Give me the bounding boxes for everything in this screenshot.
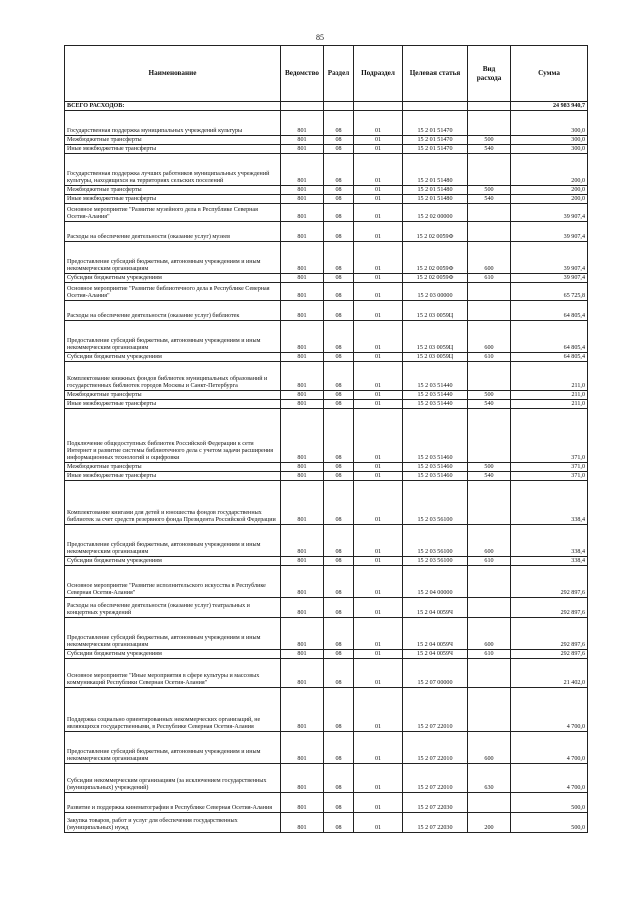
row-podrazdel: 01: [354, 688, 403, 732]
table-row: [65, 813, 588, 833]
row-celevaya-statya: 15 2 03 0059Ц: [403, 301, 468, 321]
row-razdel: 08: [324, 301, 354, 321]
row-vid-rashoda: 600: [468, 732, 511, 764]
table-row: [65, 618, 588, 650]
row-razdel: 08: [324, 481, 354, 525]
row-podrazdel: 01: [354, 650, 403, 659]
row-celevaya-statya: 15 2 03 51440: [403, 362, 468, 391]
row-summa: 338,4: [511, 557, 588, 566]
row-celevaya-statya: 15 2 03 56100: [403, 557, 468, 566]
row-vid-rashoda: 610: [468, 650, 511, 659]
row-podrazdel: 01: [354, 283, 403, 301]
row-razdel: 08: [324, 154, 354, 186]
row-podrazdel: 01: [354, 409, 403, 463]
row-summa: 211,0: [511, 391, 588, 400]
table-row: [65, 353, 588, 362]
row-summa: 500,0: [511, 813, 588, 833]
row-vedomstvo: 801: [281, 463, 324, 472]
row-summa: 39 907,4: [511, 242, 588, 274]
budget-table: [64, 45, 588, 833]
table-row: [65, 204, 588, 222]
row-name: Межбюджетные трансферты: [65, 391, 281, 400]
row-summa: 39 907,4: [511, 222, 588, 242]
row-vedomstvo: 801: [281, 732, 324, 764]
row-vedomstvo: 801: [281, 525, 324, 557]
row-celevaya-statya: 15 2 04 0059Ч: [403, 650, 468, 659]
table-row: [65, 400, 588, 409]
row-razdel: 08: [324, 688, 354, 732]
row-summa: 292 897,6: [511, 566, 588, 598]
row-razdel: 08: [324, 353, 354, 362]
row-celevaya-statya: 15 2 03 51440: [403, 400, 468, 409]
row-celevaya-statya: 15 2 07 00000: [403, 659, 468, 688]
row-summa: 4 700,0: [511, 764, 588, 793]
row-razdel: 08: [324, 659, 354, 688]
table-row: [65, 598, 588, 618]
row-celevaya-statya: 15 2 03 0059Ц: [403, 353, 468, 362]
row-vedomstvo: 801: [281, 362, 324, 391]
row-name: Субсидии бюджетным учреждениям: [65, 274, 281, 283]
row-vid-rashoda: [468, 409, 511, 463]
table-row: [65, 481, 588, 525]
row-podrazdel: 01: [354, 391, 403, 400]
row-vedomstvo: 801: [281, 242, 324, 274]
total-label: ВСЕГО РАСХОДОВ:: [65, 102, 281, 111]
row-summa: 371,0: [511, 463, 588, 472]
row-razdel: 08: [324, 598, 354, 618]
row-vid-rashoda: 500: [468, 136, 511, 145]
row-celevaya-statya: 15 2 02 0059Ф: [403, 274, 468, 283]
header-razdel: Раздел: [324, 46, 354, 102]
row-vedomstvo: 801: [281, 409, 324, 463]
row-podrazdel: 01: [354, 481, 403, 525]
row-summa: 211,0: [511, 400, 588, 409]
total-amount: 24 983 940,7: [511, 102, 588, 111]
row-celevaya-statya: 15 2 07 22010: [403, 732, 468, 764]
row-vid-rashoda: [468, 111, 511, 136]
table-row: [65, 409, 588, 463]
row-name: Иные межбюджетные трансферты: [65, 195, 281, 204]
table-row: [65, 222, 588, 242]
row-celevaya-statya: 15 2 07 22010: [403, 764, 468, 793]
row-name: Подключение общедоступных библиотек Российской Федерации к сети Интернет и развитие системы библиотечного дела с учетом задачи расширения информационных технологий и оцифровки: [65, 409, 281, 463]
row-name: Иные межбюджетные трансферты: [65, 472, 281, 481]
row-summa: 292 897,6: [511, 650, 588, 659]
row-podrazdel: 01: [354, 242, 403, 274]
row-celevaya-statya: 15 2 02 00000: [403, 204, 468, 222]
row-name: Комплектование книгами для детей и юношества фондов государственных библиотек за счет средств резервного фонда Президента Российской Федерации: [65, 481, 281, 525]
row-podrazdel: 01: [354, 362, 403, 391]
row-razdel: 08: [324, 525, 354, 557]
row-celevaya-statya: 15 2 03 56100: [403, 525, 468, 557]
row-vid-rashoda: [468, 481, 511, 525]
row-vid-rashoda: 540: [468, 400, 511, 409]
row-celevaya-statya: 15 2 04 0059Ч: [403, 598, 468, 618]
row-summa: 4 700,0: [511, 732, 588, 764]
row-podrazdel: 01: [354, 732, 403, 764]
row-podrazdel: 01: [354, 566, 403, 598]
table-row: [65, 242, 588, 274]
row-podrazdel: 01: [354, 204, 403, 222]
row-razdel: 08: [324, 222, 354, 242]
row-razdel: 08: [324, 732, 354, 764]
row-celevaya-statya: 15 2 01 51470: [403, 111, 468, 136]
row-razdel: 08: [324, 618, 354, 650]
row-vedomstvo: 801: [281, 222, 324, 242]
row-podrazdel: 01: [354, 598, 403, 618]
row-celevaya-statya: 15 2 03 00000: [403, 283, 468, 301]
row-name: Государственная поддержка муниципальных учреждений культуры: [65, 111, 281, 136]
row-podrazdel: 01: [354, 274, 403, 283]
row-razdel: 08: [324, 409, 354, 463]
row-vid-rashoda: 610: [468, 353, 511, 362]
row-vedomstvo: 801: [281, 793, 324, 813]
table-row: [65, 472, 588, 481]
table-row: [65, 566, 588, 598]
row-razdel: 08: [324, 557, 354, 566]
row-vedomstvo: 801: [281, 321, 324, 353]
row-vedomstvo: 801: [281, 618, 324, 650]
row-razdel: 08: [324, 764, 354, 793]
header-row: [65, 46, 588, 102]
row-vedomstvo: 801: [281, 204, 324, 222]
row-summa: 292 897,6: [511, 618, 588, 650]
header-podrazdel: Подраздел: [354, 46, 403, 102]
row-vedomstvo: 801: [281, 136, 324, 145]
row-celevaya-statya: 15 2 03 51440: [403, 391, 468, 400]
row-vedomstvo: 801: [281, 186, 324, 195]
row-razdel: 08: [324, 400, 354, 409]
row-razdel: 08: [324, 195, 354, 204]
row-vid-rashoda: 200: [468, 813, 511, 833]
row-celevaya-statya: 15 2 04 00000: [403, 566, 468, 598]
row-vedomstvo: 801: [281, 659, 324, 688]
row-summa: 64 805,4: [511, 321, 588, 353]
table-row: [65, 111, 588, 136]
row-podrazdel: 01: [354, 154, 403, 186]
row-celevaya-statya: 15 2 01 51480: [403, 154, 468, 186]
row-celevaya-statya: 15 2 02 0059Ф: [403, 242, 468, 274]
row-summa: 300,0: [511, 136, 588, 145]
row-vedomstvo: 801: [281, 353, 324, 362]
row-vedomstvo: 801: [281, 688, 324, 732]
table-row: [65, 186, 588, 195]
row-vid-rashoda: [468, 793, 511, 813]
row-name: Субсидии бюджетным учреждениям: [65, 557, 281, 566]
row-name: Комплектование книжных фондов библиотек муниципальных образований и государственных библиотек городов Москвы и Санкт-Петербурга: [65, 362, 281, 391]
row-razdel: 08: [324, 242, 354, 274]
row-name: Предоставление субсидий бюджетным, автономным учреждениям и иным некоммерческим организациям: [65, 242, 281, 274]
row-name: Развитие и поддержка кинематографии в Республике Северная Осетия-Алания: [65, 793, 281, 813]
row-name: Субсидии бюджетным учреждениям: [65, 353, 281, 362]
row-vid-rashoda: 540: [468, 472, 511, 481]
table-row: [65, 557, 588, 566]
row-podrazdel: 01: [354, 764, 403, 793]
table-row: [65, 274, 588, 283]
row-name: Иные межбюджетные трансферты: [65, 145, 281, 154]
row-vid-rashoda: 610: [468, 557, 511, 566]
row-name: Расходы на обеспечение деятельности (оказание услуг) библиотек: [65, 301, 281, 321]
row-name: Предоставление субсидий бюджетным, автономным учреждениям и иным некоммерческим организациям: [65, 618, 281, 650]
page-number: 85: [316, 33, 324, 42]
row-summa: 64 805,4: [511, 353, 588, 362]
header-vid-rashoda: Вид расхода: [468, 46, 511, 102]
row-summa: 211,0: [511, 362, 588, 391]
row-name: Предоставление субсидий бюджетным, автономным учреждениям и иным некоммерческим организациям: [65, 732, 281, 764]
row-summa: 200,0: [511, 186, 588, 195]
row-razdel: 08: [324, 391, 354, 400]
row-name: Расходы на обеспечение деятельности (оказание услуг) музеев: [65, 222, 281, 242]
row-vid-rashoda: [468, 283, 511, 301]
row-vedomstvo: 801: [281, 274, 324, 283]
row-name: Иные межбюджетные трансферты: [65, 400, 281, 409]
row-podrazdel: 01: [354, 400, 403, 409]
row-vedomstvo: 801: [281, 813, 324, 833]
row-podrazdel: 01: [354, 145, 403, 154]
row-podrazdel: 01: [354, 195, 403, 204]
table-row: [65, 321, 588, 353]
row-vedomstvo: 801: [281, 481, 324, 525]
row-podrazdel: 01: [354, 618, 403, 650]
header-celevaya-statya: Целевая статья: [403, 46, 468, 102]
row-razdel: 08: [324, 111, 354, 136]
row-summa: 21 402,0: [511, 659, 588, 688]
row-vid-rashoda: [468, 659, 511, 688]
row-razdel: 08: [324, 472, 354, 481]
row-podrazdel: 01: [354, 301, 403, 321]
row-vedomstvo: 801: [281, 145, 324, 154]
row-name: Предоставление субсидий бюджетным, автономным учреждениям и иным некоммерческим организациям: [65, 321, 281, 353]
row-podrazdel: 01: [354, 321, 403, 353]
row-vid-rashoda: [468, 598, 511, 618]
row-razdel: 08: [324, 321, 354, 353]
row-name: Основное мероприятие "Развитие исполнительского искусства в Республике Северная Осетия-Алания": [65, 566, 281, 598]
row-celevaya-statya: 15 2 01 51470: [403, 145, 468, 154]
row-vedomstvo: 801: [281, 195, 324, 204]
row-vedomstvo: 801: [281, 391, 324, 400]
table-row: [65, 145, 588, 154]
row-vid-rashoda: 600: [468, 242, 511, 274]
row-celevaya-statya: 15 2 07 22030: [403, 793, 468, 813]
row-razdel: 08: [324, 793, 354, 813]
row-razdel: 08: [324, 274, 354, 283]
row-razdel: 08: [324, 283, 354, 301]
row-vid-rashoda: 600: [468, 321, 511, 353]
row-razdel: 08: [324, 362, 354, 391]
row-podrazdel: 01: [354, 659, 403, 688]
row-summa: 292 897,6: [511, 598, 588, 618]
row-vid-rashoda: 540: [468, 145, 511, 154]
row-vid-rashoda: [468, 566, 511, 598]
row-vid-rashoda: 500: [468, 463, 511, 472]
row-celevaya-statya: 15 2 03 51460: [403, 472, 468, 481]
row-celevaya-statya: 15 2 04 0059Ч: [403, 618, 468, 650]
row-razdel: 08: [324, 813, 354, 833]
row-razdel: 08: [324, 463, 354, 472]
row-name: Межбюджетные трансферты: [65, 186, 281, 195]
row-vedomstvo: 801: [281, 111, 324, 136]
header-vedomstvo: Ведомство: [281, 46, 324, 102]
row-summa: 200,0: [511, 195, 588, 204]
header-summa: Сумма: [511, 46, 588, 102]
row-vid-rashoda: [468, 204, 511, 222]
row-razdel: 08: [324, 186, 354, 195]
row-summa: 500,0: [511, 793, 588, 813]
table-row: [65, 764, 588, 793]
row-name: Расходы на обеспечение деятельности (оказание услуг) театральных и концертных учреждений: [65, 598, 281, 618]
header-name: Наименование: [65, 46, 281, 102]
row-podrazdel: 01: [354, 222, 403, 242]
row-name: Основное мероприятие "Развитие библиотечного дела в Республике Северная Осетия-Алания": [65, 283, 281, 301]
row-razdel: 08: [324, 650, 354, 659]
table-row: [65, 195, 588, 204]
row-name: Поддержка социально ориентированных некоммерческих организаций, не являющихся государственными, в Республике Северная Осетия-Алания: [65, 688, 281, 732]
table-row: [65, 391, 588, 400]
row-vid-rashoda: 500: [468, 391, 511, 400]
row-podrazdel: 01: [354, 186, 403, 195]
row-celevaya-statya: 15 2 01 51480: [403, 186, 468, 195]
row-vid-rashoda: [468, 688, 511, 732]
row-summa: 39 907,4: [511, 274, 588, 283]
row-vedomstvo: 801: [281, 566, 324, 598]
row-podrazdel: 01: [354, 136, 403, 145]
table-row: [65, 650, 588, 659]
row-summa: 64 805,4: [511, 301, 588, 321]
table-row: [65, 136, 588, 145]
row-vid-rashoda: 500: [468, 186, 511, 195]
row-summa: 371,0: [511, 409, 588, 463]
row-celevaya-statya: 15 2 07 22010: [403, 688, 468, 732]
row-podrazdel: 01: [354, 813, 403, 833]
table-row: [65, 659, 588, 688]
row-name: Государственная поддержка лучших работников муниципальных учреждений культуры, находящихся на территориях сельских поселений: [65, 154, 281, 186]
row-name: Основное мероприятие "Иные мероприятия в сфере культуры и массовых коммуникаций Республики Северная Осетия-Алания": [65, 659, 281, 688]
row-razdel: 08: [324, 566, 354, 598]
row-vedomstvo: 801: [281, 154, 324, 186]
row-vedomstvo: 801: [281, 400, 324, 409]
row-celevaya-statya: 15 2 03 51460: [403, 463, 468, 472]
row-vid-rashoda: [468, 154, 511, 186]
table-row: [65, 362, 588, 391]
row-vedomstvo: 801: [281, 557, 324, 566]
row-celevaya-statya: 15 2 03 51460: [403, 409, 468, 463]
row-vid-rashoda: 630: [468, 764, 511, 793]
row-vid-rashoda: 600: [468, 618, 511, 650]
table-row: [65, 463, 588, 472]
row-summa: 4 700,0: [511, 688, 588, 732]
row-summa: 300,0: [511, 111, 588, 136]
row-name: Основное мероприятие "Развитие музейного дела в Республике Северная Осетия-Алания": [65, 204, 281, 222]
row-name: Межбюджетные трансферты: [65, 136, 281, 145]
row-vedomstvo: 801: [281, 650, 324, 659]
row-razdel: 08: [324, 136, 354, 145]
row-summa: 338,4: [511, 481, 588, 525]
table-row: [65, 283, 588, 301]
row-podrazdel: 01: [354, 525, 403, 557]
row-podrazdel: 01: [354, 793, 403, 813]
row-celevaya-statya: 15 2 02 0059Ф: [403, 222, 468, 242]
row-vedomstvo: 801: [281, 283, 324, 301]
row-vid-rashoda: [468, 222, 511, 242]
row-summa: 200,0: [511, 154, 588, 186]
row-vid-rashoda: [468, 362, 511, 391]
row-vid-rashoda: 610: [468, 274, 511, 283]
table-row: [65, 793, 588, 813]
row-name: Субсидии некоммерческим организациям (за исключением государственных (муниципальных) учреждений): [65, 764, 281, 793]
row-vid-rashoda: [468, 301, 511, 321]
row-vid-rashoda: 600: [468, 525, 511, 557]
total-row: [65, 102, 588, 111]
table-row: [65, 301, 588, 321]
row-name: Межбюджетные трансферты: [65, 463, 281, 472]
row-celevaya-statya: 15 2 03 56100: [403, 481, 468, 525]
row-name: Закупка товаров, работ и услуг для обеспечения государственных (муниципальных) нужд: [65, 813, 281, 833]
row-podrazdel: 01: [354, 472, 403, 481]
row-name: Предоставление субсидий бюджетным, автономным учреждениям и иным некоммерческим организациям: [65, 525, 281, 557]
row-celevaya-statya: 15 2 01 51470: [403, 136, 468, 145]
row-podrazdel: 01: [354, 111, 403, 136]
row-razdel: 08: [324, 204, 354, 222]
row-razdel: 08: [324, 145, 354, 154]
row-celevaya-statya: 15 2 07 22030: [403, 813, 468, 833]
row-vedomstvo: 801: [281, 472, 324, 481]
row-vedomstvo: 801: [281, 764, 324, 793]
row-summa: 65 725,8: [511, 283, 588, 301]
row-celevaya-statya: 15 2 01 51480: [403, 195, 468, 204]
row-celevaya-statya: 15 2 03 0059Ц: [403, 321, 468, 353]
row-summa: 300,0: [511, 145, 588, 154]
row-vedomstvo: 801: [281, 598, 324, 618]
row-vid-rashoda: 540: [468, 195, 511, 204]
row-podrazdel: 01: [354, 353, 403, 362]
row-name: Субсидии бюджетным учреждениям: [65, 650, 281, 659]
table-row: [65, 688, 588, 732]
row-podrazdel: 01: [354, 463, 403, 472]
table-row: [65, 154, 588, 186]
row-summa: 338,4: [511, 525, 588, 557]
table-row: [65, 732, 588, 764]
row-vedomstvo: 801: [281, 301, 324, 321]
row-summa: 371,0: [511, 472, 588, 481]
row-summa: 39 907,4: [511, 204, 588, 222]
row-podrazdel: 01: [354, 557, 403, 566]
table-row: [65, 525, 588, 557]
